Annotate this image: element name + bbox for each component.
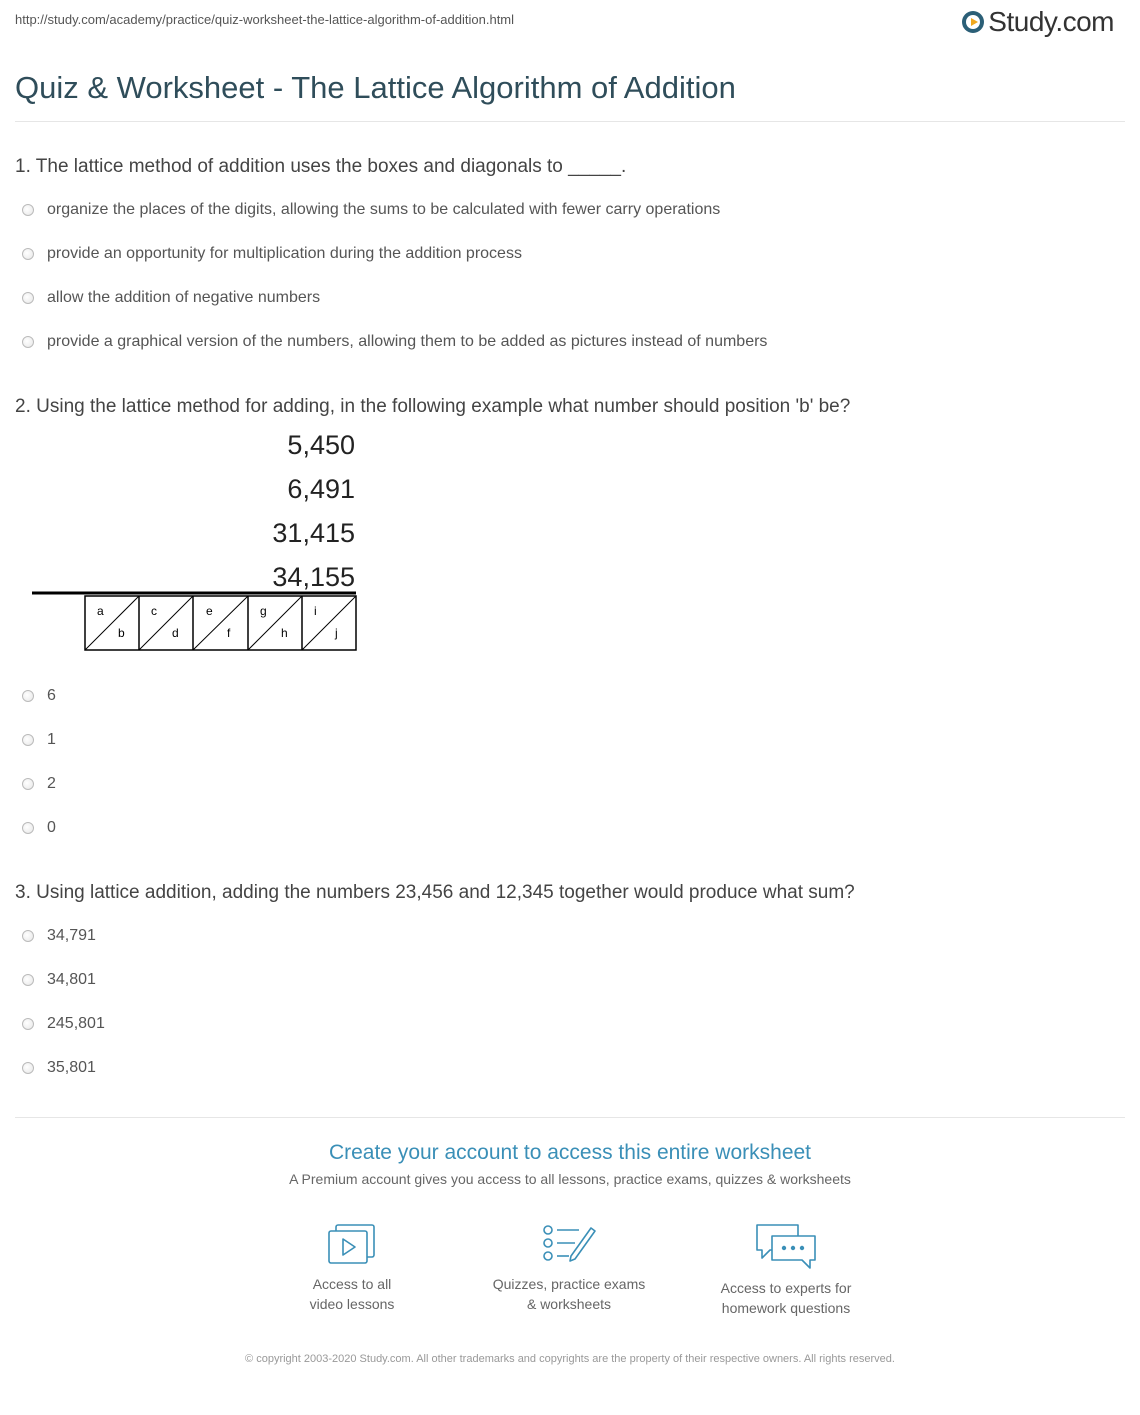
q3-option-3[interactable]	[22, 1015, 105, 1059]
radio-button[interactable]	[22, 974, 34, 986]
feature-label: Access to all video lessons	[309, 1276, 395, 1312]
logo-text: Study.com	[988, 6, 1114, 37]
video-lesson-icon	[326, 1222, 378, 1266]
option-text: organize the places of the digits, allowing the sums to be calculated with fewer carry operations	[47, 201, 721, 218]
option-text: allow the addition of negative numbers	[47, 289, 321, 306]
q1-option-2[interactable]	[22, 245, 767, 289]
lattice-grid	[30, 590, 360, 654]
radio-button[interactable]	[22, 204, 34, 216]
cell-top-label: e	[206, 604, 213, 618]
cell-top-label: c	[151, 604, 157, 618]
option-text: 0	[47, 819, 56, 836]
cell-top-label: i	[314, 604, 317, 618]
cell-bottom-label: j	[335, 626, 338, 640]
page-url: http://study.com/academy/practice/quiz-worksheet-the-lattice-algorithm-of-addition.html	[15, 12, 515, 27]
cta-divider	[15, 1117, 1125, 1118]
option-text: 6	[47, 687, 56, 704]
feature-label: Quizzes, practice exams & worksheets	[492, 1276, 646, 1312]
cta-subtitle: A Premium account gives you access to all lessons, practice exams, quizzes & worksheets	[289, 1171, 851, 1187]
cell-bottom-label: b	[118, 626, 125, 640]
q1-option-3[interactable]	[22, 289, 767, 333]
option-text: 1	[47, 731, 56, 748]
question-3-options	[22, 927, 105, 1103]
radio-button[interactable]	[22, 822, 34, 834]
study-play-icon	[962, 11, 984, 33]
quiz-list-icon	[541, 1222, 597, 1266]
cell-bottom-label: h	[281, 626, 288, 640]
lattice-cell-5	[302, 596, 356, 650]
feature-experts	[686, 1222, 886, 1318]
option-text: 34,801	[47, 971, 96, 988]
feature-quizzes	[469, 1222, 669, 1314]
copyright-notice: © copyright 2003-2020 Study.com. All other trademarks and copyrights are the property of their respective owners. All rights reserved.	[245, 1353, 895, 1365]
chat-bubbles-icon	[754, 1222, 818, 1270]
feature-video-lessons	[252, 1222, 452, 1314]
radio-button[interactable]	[22, 930, 34, 942]
cell-top-label: g	[260, 604, 267, 618]
option-text: 2	[47, 775, 56, 792]
option-text: 245,801	[47, 1015, 105, 1032]
radio-button[interactable]	[22, 248, 34, 260]
cta-title[interactable]: Create your account to access this entire worksheet	[328, 1141, 812, 1164]
radio-button[interactable]	[22, 1062, 34, 1074]
lattice-cell-1	[85, 596, 139, 650]
cell-top-label: a	[97, 604, 104, 618]
option-text: 35,801	[47, 1059, 96, 1076]
q1-option-1[interactable]	[22, 201, 767, 245]
addend-2: 6,491	[287, 474, 355, 504]
radio-button[interactable]	[22, 292, 34, 304]
addend-4: 34,155	[272, 562, 355, 592]
q1-option-4[interactable]	[22, 333, 767, 377]
lattice-cell-2	[139, 596, 193, 650]
page-title: Quiz & Worksheet - The Lattice Algorithm of Addition	[15, 70, 736, 105]
addend-3: 31,415	[272, 518, 355, 548]
question-1-options	[22, 201, 767, 377]
study-logo[interactable]	[962, 6, 1114, 38]
q2-option-1[interactable]	[22, 687, 56, 731]
question-3: 3. Using lattice addition, adding the numbers 23,456 and 12,345 together would produce what sum?	[15, 882, 855, 903]
option-text: provide an opportunity for multiplication during the addition process	[47, 245, 522, 262]
radio-button[interactable]	[22, 690, 34, 702]
addends-stack	[230, 427, 355, 603]
radio-button[interactable]	[22, 336, 34, 348]
option-text: provide a graphical version of the numbers, allowing them to be added as pictures instead of numbers	[47, 333, 768, 350]
addend-1: 5,450	[287, 430, 355, 460]
feature-label: Access to experts for homework questions	[720, 1280, 852, 1316]
question-2: 2. Using the lattice method for adding, in the following example what number should position 'b' be?	[15, 396, 851, 417]
q3-option-4[interactable]	[22, 1059, 105, 1103]
q2-option-3[interactable]	[22, 775, 56, 819]
lattice-cell-4	[248, 596, 302, 650]
lattice-cell-3	[193, 596, 248, 650]
cell-bottom-label: d	[172, 626, 179, 640]
title-divider	[15, 121, 1125, 122]
radio-button[interactable]	[22, 734, 34, 746]
q2-option-4[interactable]	[22, 819, 56, 863]
cell-bottom-label: f	[227, 626, 231, 640]
radio-button[interactable]	[22, 778, 34, 790]
radio-button[interactable]	[22, 1018, 34, 1030]
q2-option-2[interactable]	[22, 731, 56, 775]
option-text: 34,791	[47, 927, 96, 944]
q3-option-2[interactable]	[22, 971, 105, 1015]
q3-option-1[interactable]	[22, 927, 105, 971]
question-1: 1. The lattice method of addition uses the boxes and diagonals to _____.	[15, 156, 627, 177]
question-2-options	[22, 687, 56, 863]
